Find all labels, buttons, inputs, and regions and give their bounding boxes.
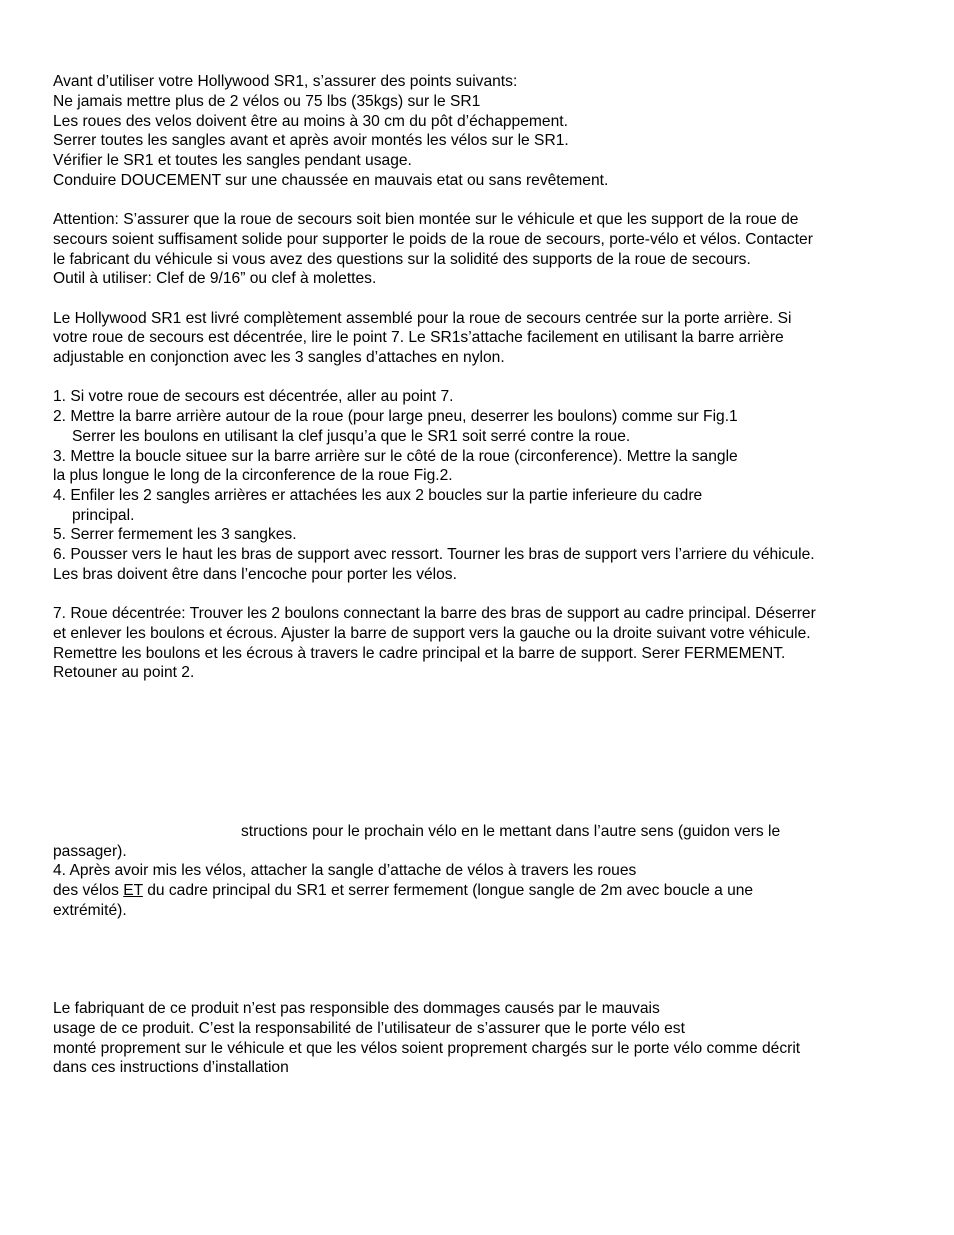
checklist-line: Ne jamais mettre plus de 2 vélos ou 75 lbs (35kgs) sur le SR1 <box>53 93 481 110</box>
loading-step-4-continued <box>53 881 753 901</box>
step-7-continued: Retouner au point 2. <box>53 664 195 681</box>
loading-text: des vélos <box>53 882 124 899</box>
loading-step-4-continued: extrémité). <box>53 902 127 919</box>
underlined-et: ET <box>123 882 143 899</box>
checklist-line: Avant d’utiliser votre Hollywood SR1, s’assurer des points suivants: <box>53 73 518 90</box>
loading-line: passager). <box>53 843 127 860</box>
disclaimer-line: usage de ce produit. C’est la responsabilité de l’utilisateur de s’assurer que le porte vélo est <box>53 1020 685 1037</box>
checklist-line: Conduire DOUCEMENT sur une chaussée en mauvais etat ou sans revêtement. <box>53 172 609 189</box>
step-2-continued: Serrer les boulons en utilisant la clef jusqu’a que le SR1 soit serré contre la roue. <box>72 428 631 445</box>
intro-line: adjustable en conjonction avec les 3 sangles d’attaches en nylon. <box>53 349 505 366</box>
step-5: 5. Serrer fermement les 3 sangkes. <box>53 526 297 543</box>
step-4: 4. Enfiler les 2 sangles arrières er attachées les aux 2 boucles sur la partie inferieure du cadre <box>53 487 703 504</box>
loading-step-4: 4. Après avoir mis les vélos, attacher la sangle d’attache de vélos à travers les roues <box>53 862 637 879</box>
checklist-line: Vérifier le SR1 et toutes les sangles pendant usage. <box>53 152 412 169</box>
checklist-line: Serrer toutes les sangles avant et après avoir montés les vélos sur le SR1. <box>53 132 569 149</box>
attention-line: Outil à utiliser: Clef de 9/16” ou clef à molettes. <box>53 270 377 287</box>
step-2: 2. Mettre la barre arrière autour de la roue (pour large pneu, deserrer les boulons) comme sur Fig.1 <box>53 408 738 425</box>
disclaimer-line: Le fabriquant de ce produit n’est pas responsible des dommages causés par le mauvais <box>53 1000 660 1017</box>
step-6: 6. Pousser vers le haut les bras de support avec ressort. Tourner les bras de support vers l’arriere du véhicule. <box>53 546 815 563</box>
disclaimer-line: dans ces instructions d’installation <box>53 1059 289 1076</box>
step-7: 7. Roue décentrée: Trouver les 2 boulons connectant la barre des bras de support au cadre principal. Déserrer <box>53 605 816 622</box>
step-7-continued: Remettre les boulons et les écrous à travers le cadre principal et la barre de support. Serer FERMEMENT. <box>53 645 786 662</box>
step-3-continued: la plus longue le long de la circonference de la roue Fig.2. <box>53 467 453 484</box>
attention-line: Attention: S’assurer que la roue de secours soit bien montée sur le véhicule et que les support de la roue de <box>53 211 799 228</box>
loading-text: du cadre principal du SR1 et serrer fermement (longue sangle de 2m avec boucle a une <box>142 882 754 899</box>
step-3: 3. Mettre la boucle situee sur la barre arrière sur le côté de la roue (circonference). Mettre la sangle <box>53 448 738 465</box>
loading-fragment-line: structions pour le prochain vélo en le mettant dans l’autre sens (guidon vers le <box>241 823 781 840</box>
disclaimer-line: monté proprement sur le véhicule et que les vélos soient proprement chargés sur le porte vélo comme décrit <box>53 1040 801 1057</box>
step-1: 1. Si votre roue de secours est décentrée, aller au point 7. <box>53 388 454 405</box>
step-6-continued: Les bras doivent être dans l’encoche pour porter les vélos. <box>53 566 457 583</box>
intro-line: Le Hollywood SR1 est livré complètement assemblé pour la roue de secours centrée sur la porte arrière. Si <box>53 310 792 327</box>
attention-line: le fabricant du véhicule si vous avez des questions sur la solidité des supports de la roue de secours. <box>53 251 751 268</box>
step-4-continued: principal. <box>72 507 135 524</box>
attention-line: secours soient suffisament solide pour supporter le poids de la roue de secours, porte-vélo et vélos. Contacter <box>53 231 813 248</box>
checklist-line: Les roues des velos doivent être au moins à 30 cm du pôt d’échappement. <box>53 113 568 130</box>
step-7-continued: et enlever les boulons et écrous. Ajuster la barre de support vers la gauche ou la droite suivant votre véhicule. <box>53 625 811 642</box>
intro-line: votre roue de secours est décentrée, lire le point 7. Le SR1s’attache facilement en utilisant la barre arrière <box>53 329 784 346</box>
